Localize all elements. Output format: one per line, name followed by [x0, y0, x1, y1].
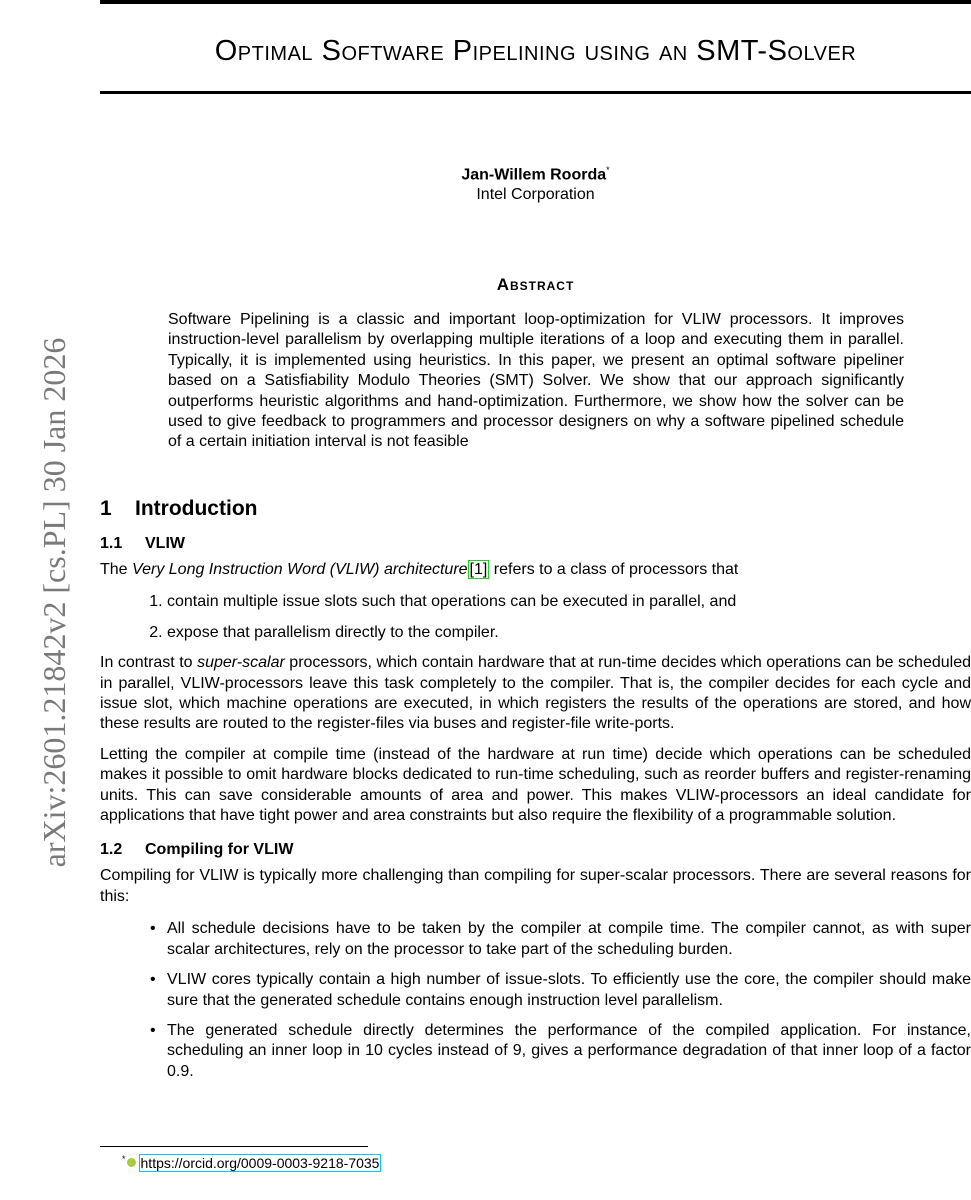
paper-body: [100, 494, 971, 1092]
section-number: 1: [100, 497, 112, 520]
abstract-text: Software Pipelining is a classic and important loop-optimization for VLIW processors. It improves instruction-level parallelism by overlapping multiple iterations of a loop and executing them in parallel. Typically, it is implemented using heuristics. In this paper, we present an optimal software pipeliner based on a Satisfiability Modulo Theories (SMT) Solver. We show that our approach significantly outperforms heuristic algorithms and hand-optimization. Furthermore, we show how the solver can be used to give feedback to programmers and processor designers on why a software pipelined schedule of a certain initiation interval is not feasible: [168, 311, 904, 451]
abstract-heading: Abstract: [496, 275, 575, 294]
title-rule-top: [100, 0, 971, 4]
list-item: 2. expose that parallelism directly to the compiler.: [167, 623, 971, 643]
subsection-number: 1.1: [100, 535, 123, 552]
footnote: [122, 1150, 381, 1172]
list-item: 1. contain multiple issue slots such that operations can be executed in parallel, and: [167, 592, 971, 612]
paragraph-compile-time: Letting the compiler at compile time (instead of the hardware at run time) decide which operations can be scheduled makes it possible to omit hardware blocks dedicated to run-time scheduling, such as reorder buffers and register-renaming units. This can save considerable amounts of area and power. This makes VLIW-processors an ideal candidate for applications that have tight power and area constraints but also require the flexibility of a programmable solution.: [100, 745, 971, 825]
bullet-item: • All schedule decisions have to be taken by the compiler at compile time. The compiler cannot, as with super scalar architectures, rely on the processor to take part of the scheduling burden.: [167, 919, 971, 960]
author-affiliation: Intel Corporation: [476, 186, 595, 204]
paper-title: Optimal Software Pipelining using an SMT-Solver: [214, 35, 857, 67]
section-title: Introduction: [135, 497, 258, 520]
subsection-heading-vliw: [100, 534, 971, 554]
bullet-item: • The generated schedule directly determines the performance of the compiled application. For instance, scheduling an inner loop in 10 cycles instead of 9, gives a performance degradation of that inner loop of a factor 0.9.: [167, 1021, 971, 1082]
paragraph-super-scalar: [100, 653, 971, 735]
para-text-post: processors, which contain hardware that at run-time decides which operations can be scheduled in parallel, VLIW-processors leave this task completely to the compiler. That is, the compiler decides for each cycle and issue slot, which machine operations are executed, in which registers the results of the operations are stored, and how these results are routed to the register-files via buses and register-file write-ports.: [100, 654, 971, 733]
subsection-title: Compiling for VLIW: [145, 841, 294, 859]
footnote-rule: [100, 1146, 368, 1147]
para-emphasis: super-scalar: [197, 654, 285, 672]
numbered-list: [100, 592, 971, 643]
citation-link[interactable]: [1]: [469, 561, 488, 578]
bullet-list: [100, 919, 971, 1082]
author-block: [100, 160, 971, 205]
arxiv-stamp-text: arXiv:2601.21842v2 [cs.PL] 30 Jan 2026: [36, 337, 72, 868]
author-name: [100, 160, 971, 185]
subsection-number: 1.2: [100, 841, 123, 859]
arxiv-stamp: [0, 270, 72, 935]
footnote-mark: *: [122, 1154, 126, 1164]
para-text-pre: In contrast to: [100, 654, 198, 672]
section-heading: [100, 494, 971, 524]
subsection-heading-compiling: [100, 840, 971, 860]
paragraph-vliw-intro: [100, 560, 971, 580]
bullet-item: • VLIW cores typically contain a high number of issue-slots. To efficiently use the core, the compiler should make sure that the generated schedule contains enough instruction level parallelism.: [167, 970, 971, 1011]
author-footnote-mark[interactable]: *: [606, 165, 610, 175]
intro-emphasis: Very Long Instruction Word (VLIW) architecture: [132, 561, 468, 578]
subsection-title: VLIW: [145, 535, 185, 552]
author-name-text: Jan-Willem Roorda: [461, 166, 607, 184]
intro-text-post: refers to a class of processors that: [489, 561, 739, 578]
intro-text-pre: The: [100, 561, 133, 578]
title-rule-bottom: [100, 91, 971, 94]
paragraph-compiling-intro: Compiling for VLIW is typically more challenging than compiling for super-scalar processors. There are several reasons for this:: [100, 867, 971, 905]
orcid-link[interactable]: https://orcid.org/0009-0003-9218-7035: [140, 1154, 380, 1171]
orcid-icon: [127, 1158, 136, 1167]
